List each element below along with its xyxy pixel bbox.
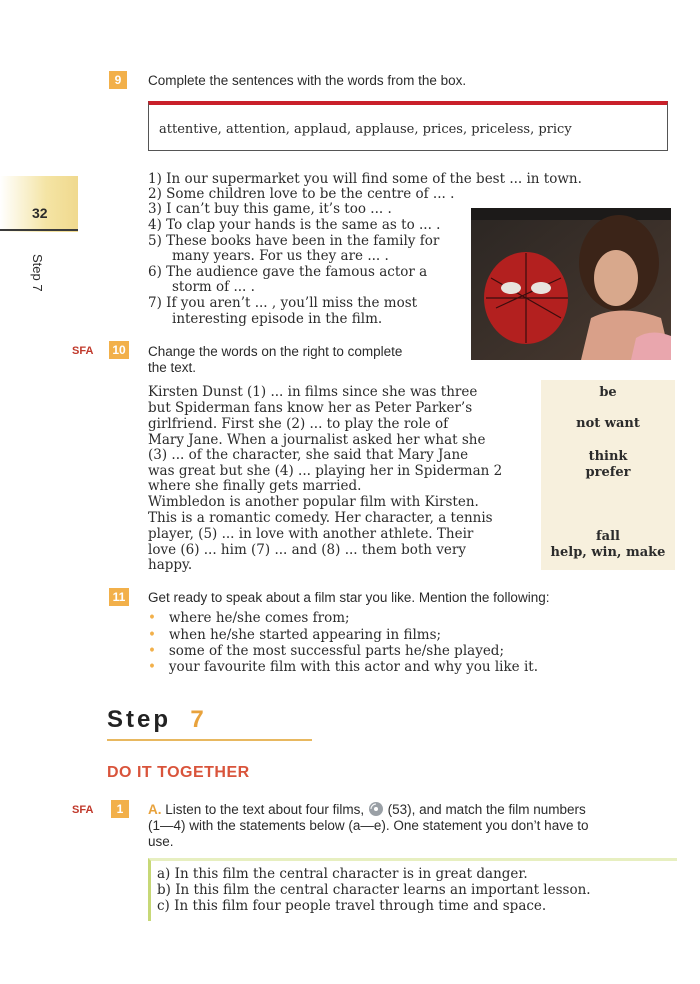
ex10-text-line-2: but Spiderman fans know her as Peter Parker’s (148, 400, 473, 416)
exercise-11-badge: 11 (109, 588, 129, 606)
bullet-icon: • (148, 610, 156, 626)
ex10-text-line-1: Kirsten Dunst (1) ... in films since she was three (148, 384, 478, 400)
ex1-line1-a: Listen to the text about four films, (165, 802, 365, 817)
side-tab (0, 176, 78, 232)
ex11-bullet-1-text: where he/she comes from; (168, 610, 350, 626)
ex9-item-7-cont: interesting episode in the film. (172, 311, 383, 327)
keyword-prefer: prefer (585, 465, 631, 480)
ex9-item-1: 1) In our supermarket you will find some of the best ... in town. (148, 171, 582, 187)
ex11-bullet-4 (148, 659, 538, 676)
ex10-text-line-12: happy. (148, 557, 193, 573)
keyword-help-win-make: help, win, make (550, 545, 666, 560)
exercise-9-instruction: Complete the sentences with the words from the box. (148, 73, 467, 88)
ex10-text-line-8: Wimbledon is another popular film with Kirsten. (148, 494, 479, 510)
bullet-icon: • (148, 627, 156, 643)
side-divider (0, 229, 78, 231)
ex9-item-4: 4) To clap your hands is the same as to ... . (148, 217, 441, 233)
bullet-icon: • (148, 643, 156, 659)
keyword-fall: fall (596, 529, 620, 544)
ex10-text-line-3: girlfriend. First she (2) ... to play the role of (148, 416, 449, 432)
ex10-text-line-11: love (6) ... him (7) ... and (8) ... them both very (148, 542, 466, 558)
step-underline (107, 739, 312, 741)
ex9-item-2: 2) Some children love to be the centre of ... . (148, 186, 455, 202)
ex11-bullet-2-text: when he/she started appearing in films; (168, 627, 442, 643)
ex11-bullet-2 (148, 627, 441, 644)
page-number: 32 (32, 205, 48, 221)
ex11-bullet-4-text: your favourite film with this actor and why you like it. (168, 659, 538, 675)
ex11-bullet-1 (148, 610, 350, 627)
exercise-10-badge: 10 (109, 341, 129, 359)
ex1-statement-b: b) In this film the central character learns an important lesson. (157, 882, 591, 898)
ex9-item-7: 7) If you aren’t ... , you’ll miss the most (148, 295, 418, 311)
exercise-1-badge: 1 (111, 800, 129, 818)
ex9-item-3: 3) I can’t buy this game, it’s too ... . (148, 201, 392, 217)
exercise-10-instruction-1: Change the words on the right to complete (148, 344, 403, 359)
keyword-be: be (599, 385, 617, 400)
step-heading (107, 706, 207, 734)
bullet-icon: • (148, 659, 156, 675)
ex1-sfa-label: SFA (72, 804, 94, 816)
word-box (148, 101, 668, 151)
film-photo (471, 208, 671, 360)
exercise-11-instruction: Get ready to speak about a film star you like. Mention the following: (148, 590, 550, 605)
ex1-instruction-line-2: (1—4) with the statements below (a—e). One statement you don’t have to (148, 818, 589, 833)
step-word: Step (107, 706, 172, 733)
side-step-text: Step 7 (30, 254, 45, 292)
ex10-text-line-5: (3) ... of the character, she said that Mary Jane (148, 447, 469, 463)
ex1-part-label: A. (148, 802, 162, 817)
side-step-label (23, 250, 53, 310)
ex1-line1-b: (53), and match the film numbers (387, 802, 586, 817)
section-subheading: DO IT TOGETHER (107, 764, 250, 781)
keyword-not-want: not want (576, 416, 640, 431)
keyword-box (541, 380, 675, 570)
ex10-sfa-label: SFA (72, 345, 94, 357)
ex10-text-line-9: This is a romantic comedy. Her character, a tennis (148, 510, 493, 526)
ex10-text-line-10: player, (5) ... in love with another athlete. Their (148, 526, 474, 542)
ex1-instruction-line-3: use. (148, 834, 174, 849)
ex1-statement-a: a) In this film the central character is in great danger. (157, 866, 528, 882)
step-number: 7 (190, 706, 207, 733)
ex11-bullet-3-text: some of the most successful parts he/she played; (168, 643, 504, 659)
keyword-think: think (588, 449, 628, 464)
exercise-10-instruction-2: the text. (148, 360, 197, 375)
ex11-bullet-3 (148, 643, 504, 660)
ex10-text-line-7: where she finally gets married. (148, 478, 362, 494)
ex10-text-line-4: Mary Jane. When a journalist asked her what she (148, 432, 486, 448)
ex9-item-6-cont: storm of ... . (172, 279, 255, 295)
ex9-item-5-cont: many years. For us they are ... . (172, 248, 389, 264)
ex1-statement-c: c) In this film four people travel through time and space. (157, 898, 547, 914)
exercise-9-badge: 9 (109, 71, 127, 89)
ex10-text-line-6: was great but she (4) ... playing her in Spiderman 2 (148, 463, 503, 479)
word-box-text: attentive, attention, applaud, applause, prices, priceless, pricy (159, 122, 572, 137)
ex9-item-6: 6) The audience gave the famous actor a (148, 264, 428, 280)
ex9-item-5: 5) These books have been in the family for (148, 233, 440, 249)
